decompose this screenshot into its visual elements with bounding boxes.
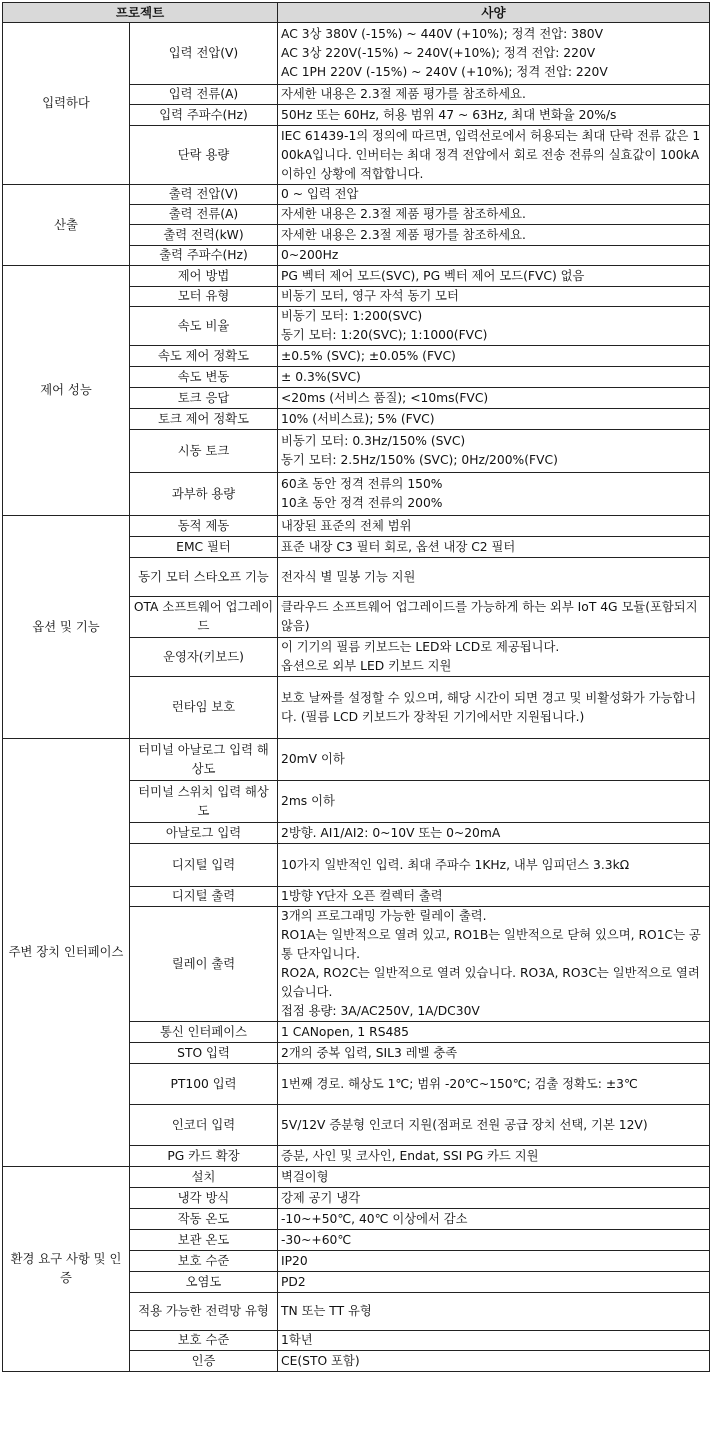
value-cell	[278, 1209, 710, 1230]
item-cell: PG 카드 확장	[130, 1146, 278, 1167]
value-line: 1학년	[281, 1333, 313, 1347]
item-cell: OTA 소프트웨어 업그레이드	[130, 597, 278, 638]
item-cell: 설치	[130, 1167, 278, 1188]
value-line: 클라우드 소프트웨어 업그레이드를 가능하게 하는 외부 IoT 4G 모듈(포함되지 않음)	[281, 600, 698, 633]
item-cell: 속도 비율	[130, 307, 278, 346]
value-line: 비동기 모터: 0.3Hz/150% (SVC)	[281, 434, 466, 448]
value-line: 자세한 내용은 2.3절 제품 평가를 참조하세요.	[281, 227, 526, 242]
value-line: ± 0.3%(SVC)	[281, 369, 361, 384]
value-line: 5V/12V 증분형 인코더 지원(점퍼로 전원 공급 장치 선택, 기본 12V)	[281, 1117, 648, 1132]
value-cell	[278, 537, 710, 558]
value-cell	[278, 105, 710, 126]
value-cell	[278, 473, 710, 516]
header-spec: 사양	[278, 3, 710, 23]
item-cell: 디지털 입력	[130, 844, 278, 887]
value-cell	[278, 409, 710, 430]
category-cell: 제어 성능	[3, 266, 130, 516]
value-cell	[278, 23, 710, 85]
value-cell	[278, 1146, 710, 1167]
value-cell	[278, 205, 710, 225]
item-cell: 토크 응답	[130, 388, 278, 409]
value-line: 2ms 이하	[281, 794, 335, 808]
item-cell: EMC 필터	[130, 537, 278, 558]
value-line: 벽걸이형	[281, 1169, 329, 1184]
value-cell	[278, 1251, 710, 1272]
value-cell	[278, 1351, 710, 1372]
value-line: 10% (서비스료); 5% (FVC)	[281, 411, 435, 426]
item-cell: 릴레이 출력	[130, 907, 278, 1022]
header-row	[3, 3, 710, 23]
item-cell: 보호 수준	[130, 1331, 278, 1351]
item-cell: 입력 전류(A)	[130, 85, 278, 105]
value-line: 내장된 표준의 전체 범위	[281, 518, 412, 533]
item-cell: 터미널 스위치 입력 해상도	[130, 781, 278, 823]
value-line: AC 3상 380V (-15%) ~ 440V (+10%); 정격 전압: 380V	[281, 27, 604, 41]
value-line: 자세한 내용은 2.3절 제품 평가를 참조하세요.	[281, 87, 526, 101]
value-cell	[278, 1230, 710, 1251]
item-cell: 시동 토크	[130, 430, 278, 473]
item-cell: 제어 방법	[130, 266, 278, 287]
item-cell: 아날로그 입력	[130, 823, 278, 844]
value-line: 동기 모터: 1:20(SVC); 1:1000(FVC)	[281, 328, 488, 342]
value-line: PG 벡터 제어 모드(SVC), PG 벡터 제어 모드(FVC) 없음	[281, 268, 585, 283]
value-line: 0~200Hz	[281, 248, 339, 262]
value-line: -10~+50℃, 40℃ 이상에서 감소	[281, 1211, 468, 1226]
value-line: 1 CANopen, 1 RS485	[281, 1024, 409, 1039]
value-cell	[278, 287, 710, 307]
value-line: 2방향. AI1/AI2: 0~10V 또는 0~20mA	[281, 825, 501, 840]
value-cell	[278, 225, 710, 246]
value-cell	[278, 185, 710, 205]
value-line: 20mV 이하	[281, 752, 345, 766]
value-line: 2개의 중복 입력, SIL3 레벨 충족	[281, 1045, 458, 1060]
item-cell: 출력 전류(A)	[130, 205, 278, 225]
item-cell: 동기 모터 스타오프 기능	[130, 558, 278, 597]
value-line: PD2	[281, 1274, 306, 1289]
value-cell	[278, 739, 710, 781]
table-row	[3, 185, 710, 205]
value-line: CE(STO 포함)	[281, 1353, 360, 1368]
value-line: 증분, 사인 및 코사인, Endat, SSI PG 카드 지원	[281, 1148, 539, 1163]
item-cell: 보관 온도	[130, 1230, 278, 1251]
value-line: 이 기기의 필름 키보드는 LED와 LCD로 제공됩니다.	[281, 640, 560, 654]
item-cell: 런타임 보호	[130, 677, 278, 739]
value-line: RO2A, RO2C는 일반적으로 열려 있습니다. RO3A, RO3C는 일반적으로 열려 있습니다.	[281, 966, 700, 999]
table-row	[3, 516, 710, 537]
item-cell: 속도 변동	[130, 367, 278, 388]
value-cell	[278, 823, 710, 844]
value-cell	[278, 887, 710, 907]
value-cell	[278, 1188, 710, 1209]
item-cell: 통신 인터페이스	[130, 1022, 278, 1043]
value-line: 1방향 Y단자 오픈 컬렉터 출력	[281, 889, 443, 903]
item-cell: 보호 수준	[130, 1251, 278, 1272]
value-line: ±0.5% (SVC); ±0.05% (FVC)	[281, 348, 456, 363]
item-cell: 출력 전력(kW)	[130, 225, 278, 246]
item-cell: 터미널 아날로그 입력 해상도	[130, 739, 278, 781]
value-line: 10가지 일반적인 입력. 최대 주파수 1KHz, 내부 임피던스 3.3kΩ	[281, 857, 630, 872]
table-row	[3, 1167, 710, 1188]
value-line: 전자식 별 밀봉 기능 지원	[281, 569, 416, 584]
value-line: 비동기 모터, 영구 자석 동기 모터	[281, 289, 459, 303]
value-line: -30~+60℃	[281, 1232, 352, 1247]
item-cell: 과부하 용량	[130, 473, 278, 516]
item-cell: PT100 입력	[130, 1064, 278, 1105]
value-line: 강제 공기 냉각	[281, 1190, 361, 1205]
table-row	[3, 739, 710, 781]
value-cell	[278, 516, 710, 537]
value-line: 0 ~ 입력 전압	[281, 187, 359, 201]
value-cell	[278, 1331, 710, 1351]
item-cell: 냉각 방식	[130, 1188, 278, 1209]
value-line: 10초 동안 정격 전류의 200%	[281, 496, 443, 510]
item-cell: 동적 제동	[130, 516, 278, 537]
item-cell: 입력 주파수(Hz)	[130, 105, 278, 126]
value-cell	[278, 388, 710, 409]
value-line: 옵션으로 외부 LED 키보드 지원	[281, 659, 452, 673]
item-cell: 운영자(키보드)	[130, 638, 278, 677]
value-cell	[278, 638, 710, 677]
value-cell	[278, 1043, 710, 1064]
spec-table	[2, 2, 710, 1372]
value-line: 자세한 내용은 2.3절 제품 평가를 참조하세요.	[281, 207, 526, 221]
item-cell: 인코더 입력	[130, 1105, 278, 1146]
item-cell: 출력 주파수(Hz)	[130, 246, 278, 266]
value-cell	[278, 1105, 710, 1146]
value-cell	[278, 266, 710, 287]
value-cell	[278, 307, 710, 346]
item-cell: 토크 제어 정확도	[130, 409, 278, 430]
value-line: IP20	[281, 1253, 308, 1268]
value-cell	[278, 558, 710, 597]
value-cell	[278, 907, 710, 1022]
table-row	[3, 23, 710, 85]
category-cell: 환경 요구 사항 및 인증	[3, 1167, 130, 1372]
value-cell	[278, 844, 710, 887]
value-line: IEC 61439-1의 정의에 따르면, 입력선로에서 허용되는 최대 단락 전류 값은 100kA입니다. 인버터는 최대 정격 전압에서 회로 전송 전류의 실효값이 100kA 이하인 상황에 적합합니다.	[281, 128, 701, 181]
value-cell	[278, 781, 710, 823]
value-line: 50Hz 또는 60Hz, 허용 범위 47 ~ 63Hz, 최대 변화율 20%/s	[281, 107, 617, 122]
item-cell: 오염도	[130, 1272, 278, 1293]
value-cell	[278, 597, 710, 638]
value-cell	[278, 1293, 710, 1331]
item-cell: 디지털 출력	[130, 887, 278, 907]
value-line: TN 또는 TT 유형	[281, 1304, 372, 1318]
value-cell	[278, 367, 710, 388]
category-cell: 주변 장치 인터페이스	[3, 739, 130, 1167]
category-cell: 입력하다	[3, 23, 130, 185]
item-cell: 인증	[130, 1351, 278, 1372]
value-cell	[278, 677, 710, 739]
value-line: 접점 용량: 3A/AC250V, 1A/DC30V	[281, 1004, 480, 1018]
value-line: 60초 동안 정격 전류의 150%	[281, 477, 443, 491]
value-line: 표준 내장 C3 필터 회로, 옵션 내장 C2 필터	[281, 539, 516, 554]
item-cell: STO 입력	[130, 1043, 278, 1064]
value-cell	[278, 346, 710, 367]
value-line: <20ms (서비스 품질); <10ms(FVC)	[281, 390, 489, 405]
value-cell	[278, 126, 710, 185]
item-cell: 출력 전압(V)	[130, 185, 278, 205]
value-cell	[278, 1167, 710, 1188]
value-line: AC 3상 220V(-15%) ~ 240V(+10%); 정격 전압: 220V	[281, 46, 596, 60]
value-cell	[278, 1022, 710, 1043]
header-project: 프로젝트	[3, 3, 278, 23]
item-cell: 단락 용량	[130, 126, 278, 185]
item-cell: 적용 가능한 전력망 유형	[130, 1293, 278, 1331]
value-line: AC 1PH 220V (-15%) ~ 240V (+10%); 정격 전압: 220V	[281, 65, 608, 79]
value-line: 보호 날짜를 설정할 수 있으며, 해당 시간이 되면 경고 및 비활성화가 가능합니다. (필름 LCD 키보드가 장착된 기기에서만 지원됩니다.)	[281, 690, 697, 724]
item-cell: 입력 전압(V)	[130, 23, 278, 85]
value-line: RO1A는 일반적으로 열려 있고, RO1B는 일반적으로 닫혀 있으며, RO1C는 공통 단자입니다.	[281, 928, 701, 961]
value-line: 동기 모터: 2.5Hz/150% (SVC); 0Hz/200%(FVC)	[281, 453, 558, 467]
item-cell: 속도 제어 정확도	[130, 346, 278, 367]
value-line: 비동기 모터: 1:200(SVC)	[281, 309, 423, 323]
value-cell	[278, 246, 710, 266]
value-line: 1번째 경로. 해상도 1℃; 범위 -20℃~150℃; 검출 정확도: ±3℃	[281, 1076, 638, 1091]
value-line: 3개의 프로그래밍 가능한 릴레이 출력.	[281, 909, 487, 923]
value-cell	[278, 430, 710, 473]
value-cell	[278, 1064, 710, 1105]
table-row	[3, 266, 710, 287]
value-cell	[278, 1272, 710, 1293]
item-cell: 모터 유형	[130, 287, 278, 307]
category-cell: 산출	[3, 185, 130, 266]
value-cell	[278, 85, 710, 105]
item-cell: 작동 온도	[130, 1209, 278, 1230]
category-cell: 옵션 및 기능	[3, 516, 130, 739]
